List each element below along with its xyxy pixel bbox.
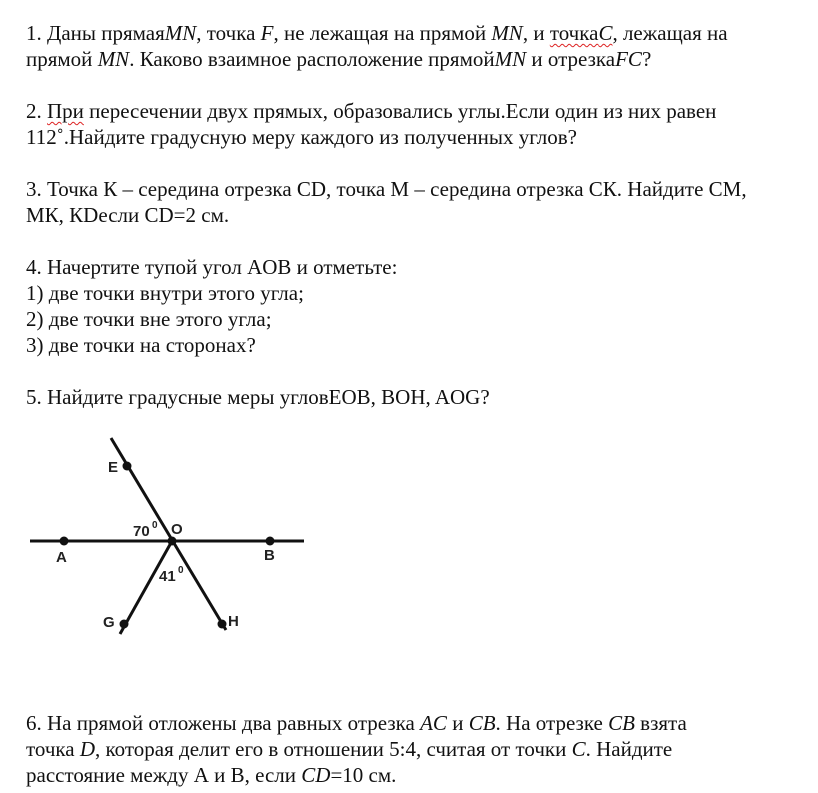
task-2 bbox=[26, 98, 811, 150]
point-a-dot bbox=[60, 537, 69, 546]
task-6-text: точка bbox=[26, 737, 80, 761]
line-mn: MN bbox=[494, 47, 527, 71]
label-e: E bbox=[108, 459, 119, 476]
degree-mark: 0 bbox=[152, 520, 158, 531]
point-d: D bbox=[79, 737, 96, 761]
angles-figure bbox=[26, 430, 326, 650]
ray-og bbox=[120, 541, 172, 634]
document-body bbox=[26, 20, 811, 410]
task-6-text: расстояние между А и В, если bbox=[26, 763, 302, 787]
task-4 bbox=[26, 254, 811, 358]
task-6-text: . На отрезке bbox=[495, 711, 609, 735]
task-4-item: 2) две точки вне этого угла; bbox=[26, 307, 272, 331]
task-6-text: взята bbox=[634, 711, 687, 735]
task-6 bbox=[26, 710, 811, 788]
point-b-dot bbox=[266, 537, 275, 546]
task-1-text: , и bbox=[522, 21, 550, 45]
task-2-text: 112˚.Найдите градусную меру каждого из полученных углов? bbox=[26, 125, 578, 149]
task-1-text: , не лежащая на прямой bbox=[273, 21, 492, 45]
angle-goh-label: 41 bbox=[159, 568, 176, 585]
task-1-text: и отрезка bbox=[526, 47, 616, 71]
point-c: C bbox=[571, 737, 586, 761]
angles-diagram bbox=[26, 430, 326, 650]
line-mn: MN bbox=[491, 21, 523, 45]
task-5 bbox=[26, 384, 811, 410]
task-3-text: МК, КDесли CD=2 см. bbox=[26, 203, 230, 227]
task-5-text: 5. Найдите градусные меры угловEOB, BOH, AOG? bbox=[26, 385, 490, 409]
task-4-text: 4. Начертите тупой угол AOB и отметьте: bbox=[26, 255, 398, 279]
segment-cb: CB bbox=[468, 711, 496, 735]
point-h-dot bbox=[218, 620, 227, 629]
task-6-text: . Найдите bbox=[585, 737, 673, 761]
label-b: B bbox=[264, 547, 275, 564]
line-mn: MN bbox=[97, 47, 130, 71]
angle-eoa-label: 70 bbox=[133, 523, 150, 540]
task-4-item: 1) две точки внутри этого угла; bbox=[26, 281, 304, 305]
label-h: H bbox=[228, 613, 239, 630]
point-c: C bbox=[598, 21, 613, 45]
task-1 bbox=[26, 20, 811, 72]
segment-cb: CB bbox=[608, 711, 635, 735]
spellcheck-word: При bbox=[47, 99, 84, 123]
task-3-text: 3. Точка К – середина отрезка CD, точка M – середина отрезка СК. Найдите СМ, bbox=[26, 177, 747, 201]
task-6-text: , которая делит его в отношении 5:4, считая от точки bbox=[95, 737, 572, 761]
spellcheck-word: точка bbox=[549, 21, 599, 45]
task-1-text: , точка bbox=[196, 21, 261, 45]
task-2-number: 2. bbox=[26, 99, 47, 123]
task-6-text: и bbox=[446, 711, 469, 735]
point-f: F bbox=[260, 21, 274, 45]
task-6-text: =10 см. bbox=[330, 763, 397, 787]
task-2-text: пересечении двух прямых, образовались углы.Если один из них равен bbox=[83, 99, 717, 123]
task-3 bbox=[26, 176, 811, 228]
task-1-text: . Каково взаимное расположение прямой bbox=[129, 47, 495, 71]
segment-fc: FC bbox=[615, 47, 642, 71]
task-1-text: ? bbox=[641, 47, 652, 71]
label-a: A bbox=[56, 549, 67, 566]
point-g-dot bbox=[120, 620, 129, 629]
segment-cd: CD bbox=[301, 763, 331, 787]
task-1-text: прямой bbox=[26, 47, 98, 71]
line-mn: MN bbox=[164, 21, 197, 45]
point-e-dot bbox=[123, 462, 132, 471]
task-6-text: 6. На прямой отложены два равных отрезка bbox=[26, 711, 421, 735]
segment-ac: AC bbox=[420, 711, 447, 735]
task-1-text: , лежащая на bbox=[612, 21, 728, 45]
label-o: O bbox=[171, 521, 183, 538]
degree-mark: 0 bbox=[178, 565, 184, 576]
task-1-text: 1. Даны прямая bbox=[26, 21, 165, 45]
label-g: G bbox=[103, 614, 115, 631]
task-4-item: 3) две точки на сторонах? bbox=[26, 333, 256, 357]
